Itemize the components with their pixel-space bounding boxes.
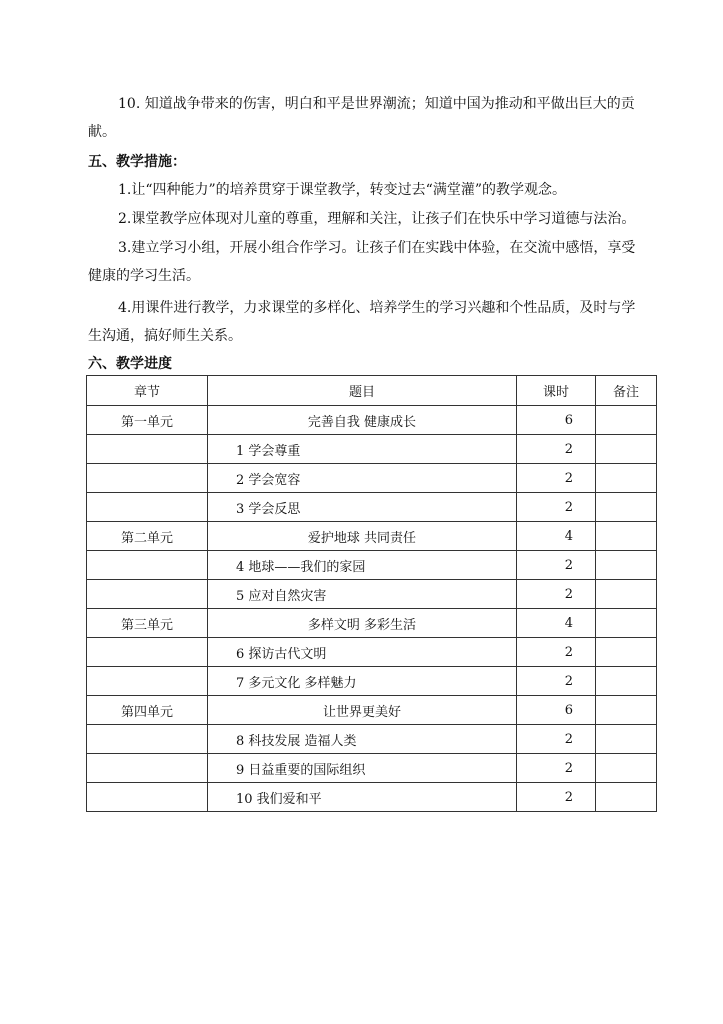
topic-cell: 10 我们爱和平 [208, 783, 517, 812]
hours-cell: 6 [517, 696, 596, 725]
table-row [87, 609, 657, 638]
topic-cell: 7 多元文化 多样魅力 [208, 667, 517, 696]
hours-cell: 2 [517, 551, 596, 580]
unit-cell [87, 435, 208, 464]
note-cell [596, 435, 657, 464]
topic-cell: 9 日益重要的国际组织 [208, 754, 517, 783]
unit-cell: 第二单元 [87, 522, 208, 551]
header-chapter: 章节 [87, 376, 208, 406]
hours-cell: 2 [517, 667, 596, 696]
note-cell [596, 551, 657, 580]
table-row [87, 783, 657, 812]
table-row [87, 638, 657, 667]
unit-cell [87, 783, 208, 812]
hours-cell: 2 [517, 725, 596, 754]
topic-cell: 让世界更美好 [208, 696, 517, 725]
schedule-table [86, 375, 657, 812]
unit-cell [87, 638, 208, 667]
note-cell [596, 406, 657, 435]
unit-cell: 第三单元 [87, 609, 208, 638]
hours-cell: 2 [517, 435, 596, 464]
note-cell [596, 493, 657, 522]
topic-cell: 4 地球——我们的家园 [208, 551, 517, 580]
unit-cell [87, 754, 208, 783]
measure-item-2: 2.课堂教学应体现对儿童的尊重，理解和关注，让孩子们在快乐中学习道德与法治。 [118, 211, 636, 227]
note-cell [596, 609, 657, 638]
topic-cell: 5 应对自然灾害 [208, 580, 517, 609]
unit-cell [87, 551, 208, 580]
table-row [87, 580, 657, 609]
header-hours: 课时 [517, 376, 596, 406]
measure-item-1: 1.让“四种能力”的培养贯穿于课堂教学，转变过去“满堂灌”的教学观念。 [118, 182, 566, 198]
unit-cell [87, 725, 208, 754]
measure-item-4: 4.用课件进行教学，力求课堂的多样化、培养学生的学习兴趣和个性品质，及时与学生沟通，搞好师生关系。 [88, 300, 636, 344]
table-header-row [87, 376, 657, 406]
hours-cell: 2 [517, 464, 596, 493]
note-cell [596, 754, 657, 783]
table-row [87, 493, 657, 522]
note-cell [596, 638, 657, 667]
unit-cell [87, 667, 208, 696]
table-row [87, 725, 657, 754]
unit-cell: 第四单元 [87, 696, 208, 725]
section-5-heading: 五、教学措施： [88, 154, 186, 170]
hours-cell: 4 [517, 609, 596, 638]
hours-cell: 2 [517, 493, 596, 522]
topic-cell: 完善自我 健康成长 [208, 406, 517, 435]
section-6-heading: 六、教学进度 [88, 356, 172, 372]
table-row [87, 464, 657, 493]
unit-cell: 第一单元 [87, 406, 208, 435]
note-cell [596, 464, 657, 493]
topic-cell: 3 学会反思 [208, 493, 517, 522]
hours-cell: 2 [517, 638, 596, 667]
unit-cell [87, 493, 208, 522]
topic-cell: 多样文明 多彩生活 [208, 609, 517, 638]
hours-cell: 2 [517, 754, 596, 783]
header-topic: 题目 [208, 376, 517, 406]
measure-item-3: 3.建立学习小组，开展小组合作学习。让孩子们在实践中体验，在交流中感悟，享受健康的学习生活。 [88, 240, 636, 284]
hours-cell: 2 [517, 580, 596, 609]
topic-cell: 2 学会宽容 [208, 464, 517, 493]
table-row [87, 667, 657, 696]
table-row [87, 551, 657, 580]
note-cell [596, 725, 657, 754]
note-cell [596, 580, 657, 609]
note-cell [596, 522, 657, 551]
topic-cell: 1 学会尊重 [208, 435, 517, 464]
note-cell [596, 696, 657, 725]
table-row [87, 435, 657, 464]
hours-cell: 2 [517, 783, 596, 812]
note-cell [596, 783, 657, 812]
table-row [87, 696, 657, 725]
topic-cell: 爱护地球 共同责任 [208, 522, 517, 551]
note-cell [596, 667, 657, 696]
topic-cell: 8 科技发展 造福人类 [208, 725, 517, 754]
topic-cell: 6 探访古代文明 [208, 638, 517, 667]
hours-cell: 6 [517, 406, 596, 435]
table-row [87, 754, 657, 783]
hours-cell: 4 [517, 522, 596, 551]
table-row [87, 522, 657, 551]
goal-item-10: 10. 知道战争带来的伤害，明白和平是世界潮流；知道中国为推动和平做出巨大的贡献。 [88, 96, 635, 140]
table-row [87, 406, 657, 435]
header-notes: 备注 [596, 376, 657, 406]
unit-cell [87, 464, 208, 493]
unit-cell [87, 580, 208, 609]
